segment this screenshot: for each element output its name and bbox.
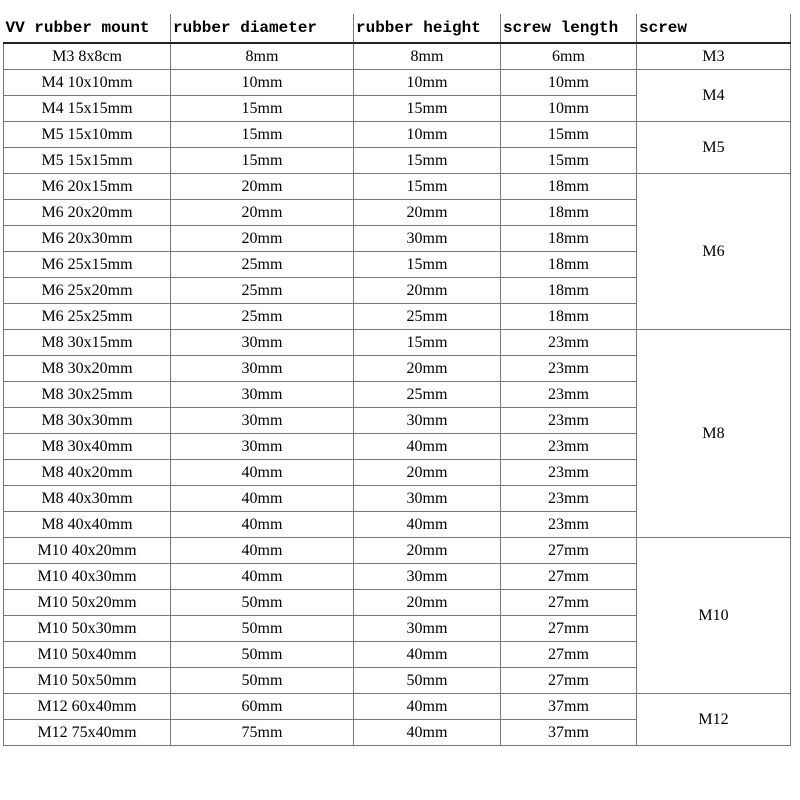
cell-screw-length: 27mm [501, 642, 637, 668]
cell-mount: M10 50x50mm [4, 668, 171, 694]
cell-mount: M10 40x20mm [4, 538, 171, 564]
cell-diameter: 40mm [171, 538, 354, 564]
cell-mount: M4 10x10mm [4, 70, 171, 96]
cell-mount: M6 25x15mm [4, 252, 171, 278]
cell-mount: M5 15x15mm [4, 148, 171, 174]
cell-height: 15mm [354, 252, 501, 278]
cell-diameter: 15mm [171, 122, 354, 148]
cell-height: 40mm [354, 642, 501, 668]
cell-height: 40mm [354, 694, 501, 720]
cell-screw: M8 [637, 330, 791, 538]
cell-mount: M3 8x8cm [4, 43, 171, 70]
cell-height: 20mm [354, 200, 501, 226]
cell-diameter: 30mm [171, 408, 354, 434]
table-row [4, 174, 791, 200]
cell-screw-length: 15mm [501, 148, 637, 174]
cell-height: 40mm [354, 512, 501, 538]
cell-height: 30mm [354, 564, 501, 590]
cell-diameter: 40mm [171, 460, 354, 486]
cell-mount: M5 15x10mm [4, 122, 171, 148]
cell-mount: M10 40x30mm [4, 564, 171, 590]
cell-screw-length: 23mm [501, 356, 637, 382]
cell-diameter: 40mm [171, 512, 354, 538]
cell-diameter: 30mm [171, 434, 354, 460]
cell-screw: M4 [637, 70, 791, 122]
cell-diameter: 30mm [171, 330, 354, 356]
cell-mount: M6 20x15mm [4, 174, 171, 200]
cell-diameter: 10mm [171, 70, 354, 96]
cell-screw: M5 [637, 122, 791, 174]
cell-height: 40mm [354, 434, 501, 460]
cell-mount: M12 75x40mm [4, 720, 171, 746]
table-row [4, 43, 791, 70]
cell-screw-length: 27mm [501, 668, 637, 694]
table-row [4, 538, 791, 564]
cell-diameter: 50mm [171, 642, 354, 668]
cell-height: 10mm [354, 122, 501, 148]
cell-mount: M4 15x15mm [4, 96, 171, 122]
cell-screw-length: 23mm [501, 382, 637, 408]
cell-screw-length: 18mm [501, 304, 637, 330]
table-row [4, 330, 791, 356]
cell-screw-length: 23mm [501, 330, 637, 356]
cell-mount: M12 60x40mm [4, 694, 171, 720]
cell-height: 15mm [354, 174, 501, 200]
cell-screw-length: 37mm [501, 720, 637, 746]
cell-screw-length: 27mm [501, 616, 637, 642]
cell-screw-length: 27mm [501, 564, 637, 590]
cell-mount: M6 20x30mm [4, 226, 171, 252]
cell-height: 20mm [354, 538, 501, 564]
cell-height: 50mm [354, 668, 501, 694]
cell-screw-length: 15mm [501, 122, 637, 148]
cell-mount: M8 30x20mm [4, 356, 171, 382]
cell-diameter: 40mm [171, 486, 354, 512]
cell-diameter: 15mm [171, 96, 354, 122]
table-row [4, 694, 791, 720]
cell-screw-length: 23mm [501, 434, 637, 460]
cell-diameter: 25mm [171, 278, 354, 304]
table-body [4, 43, 791, 746]
cell-mount: M6 25x25mm [4, 304, 171, 330]
cell-diameter: 50mm [171, 590, 354, 616]
cell-height: 40mm [354, 720, 501, 746]
cell-height: 20mm [354, 278, 501, 304]
cell-mount: M6 25x20mm [4, 278, 171, 304]
cell-screw-length: 6mm [501, 43, 637, 70]
cell-screw-length: 18mm [501, 226, 637, 252]
cell-mount: M10 50x40mm [4, 642, 171, 668]
cell-screw-length: 37mm [501, 694, 637, 720]
cell-height: 25mm [354, 382, 501, 408]
cell-mount: M10 50x20mm [4, 590, 171, 616]
cell-screw: M12 [637, 694, 791, 746]
cell-screw-length: 10mm [501, 96, 637, 122]
cell-height: 20mm [354, 460, 501, 486]
cell-screw-length: 23mm [501, 460, 637, 486]
cell-height: 20mm [354, 356, 501, 382]
cell-diameter: 25mm [171, 304, 354, 330]
cell-height: 10mm [354, 70, 501, 96]
cell-screw-length: 27mm [501, 538, 637, 564]
cell-mount: M8 40x30mm [4, 486, 171, 512]
cell-diameter: 20mm [171, 226, 354, 252]
cell-screw-length: 23mm [501, 486, 637, 512]
cell-screw: M3 [637, 43, 791, 70]
header-mount: VV rubber mount [4, 14, 171, 43]
cell-diameter: 25mm [171, 252, 354, 278]
header-height: rubber height [354, 14, 501, 43]
cell-screw-length: 18mm [501, 252, 637, 278]
header-length: screw length [501, 14, 637, 43]
cell-height: 30mm [354, 616, 501, 642]
table-row [4, 122, 791, 148]
cell-diameter: 40mm [171, 564, 354, 590]
cell-height: 20mm [354, 590, 501, 616]
cell-diameter: 60mm [171, 694, 354, 720]
cell-diameter: 20mm [171, 174, 354, 200]
cell-screw-length: 10mm [501, 70, 637, 96]
cell-height: 25mm [354, 304, 501, 330]
cell-mount: M8 30x40mm [4, 434, 171, 460]
cell-mount: M8 40x20mm [4, 460, 171, 486]
cell-diameter: 15mm [171, 148, 354, 174]
cell-diameter: 8mm [171, 43, 354, 70]
cell-height: 15mm [354, 330, 501, 356]
cell-screw-length: 18mm [501, 278, 637, 304]
cell-diameter: 30mm [171, 382, 354, 408]
cell-mount: M8 40x40mm [4, 512, 171, 538]
cell-screw-length: 23mm [501, 512, 637, 538]
cell-height: 8mm [354, 43, 501, 70]
table-row [4, 70, 791, 96]
rubber-mount-spec-table [3, 14, 791, 746]
cell-height: 15mm [354, 148, 501, 174]
header-diameter: rubber diameter [171, 14, 354, 43]
cell-diameter: 50mm [171, 616, 354, 642]
cell-mount: M8 30x15mm [4, 330, 171, 356]
cell-mount: M8 30x25mm [4, 382, 171, 408]
cell-mount: M6 20x20mm [4, 200, 171, 226]
cell-mount: M8 30x30mm [4, 408, 171, 434]
cell-screw-length: 18mm [501, 200, 637, 226]
header-screw: screw [637, 14, 791, 43]
cell-height: 30mm [354, 226, 501, 252]
cell-screw-length: 18mm [501, 174, 637, 200]
cell-diameter: 20mm [171, 200, 354, 226]
cell-screw-length: 27mm [501, 590, 637, 616]
cell-screw: M10 [637, 538, 791, 694]
cell-diameter: 30mm [171, 356, 354, 382]
cell-screw: M6 [637, 174, 791, 330]
cell-height: 30mm [354, 486, 501, 512]
cell-diameter: 75mm [171, 720, 354, 746]
cell-height: 15mm [354, 96, 501, 122]
cell-screw-length: 23mm [501, 408, 637, 434]
cell-height: 30mm [354, 408, 501, 434]
cell-mount: M10 50x30mm [4, 616, 171, 642]
header-row [4, 14, 791, 43]
cell-diameter: 50mm [171, 668, 354, 694]
